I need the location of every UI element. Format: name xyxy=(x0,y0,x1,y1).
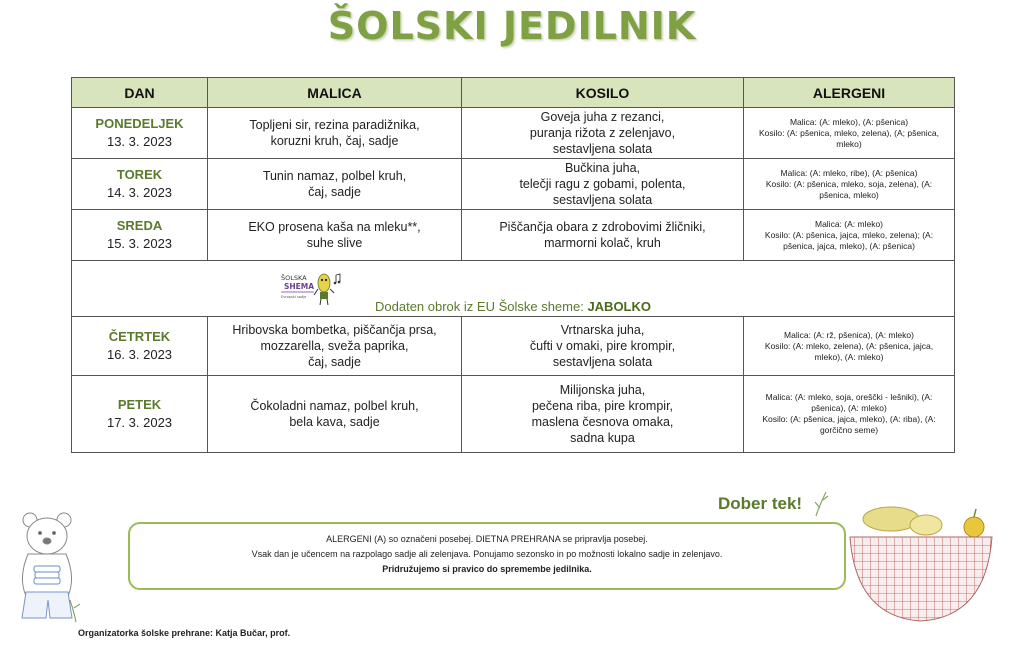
day-cell xyxy=(72,210,208,261)
alergeni-line: Kosilo: (A: pšenica, mleko, zelena), (A; pšenica, xyxy=(759,127,939,138)
header-row xyxy=(72,78,955,108)
notice-box xyxy=(128,522,846,590)
header-malica: MALICA xyxy=(208,78,462,108)
day-name: SREDA xyxy=(116,218,163,233)
kosilo-line: sadna kupa xyxy=(570,431,635,445)
kosilo-line: Bučkina juha, xyxy=(564,161,641,175)
alergeni-cell xyxy=(744,210,955,261)
kosilo-line: maslena česnova omaka, xyxy=(531,415,674,429)
alergeni-line: Kosilo: (A: pšenica, jajca, mleko, zelena); (A: xyxy=(764,229,934,240)
malica-cell xyxy=(208,159,462,210)
malica-line: EKO prosena kaša na mleku**, xyxy=(248,220,421,234)
scheme-label: Dodaten obrok iz EU Šolske sheme: xyxy=(375,299,588,314)
table-row xyxy=(72,159,955,210)
table-row xyxy=(72,108,955,159)
day-cell xyxy=(72,159,208,210)
malica-cell xyxy=(208,108,462,159)
kosilo-line: puranja rižota z zelenjavo, xyxy=(529,126,676,140)
header-dan: DAN xyxy=(72,78,208,108)
day-date: 17. 3. 2023 xyxy=(106,415,173,430)
kosilo-line: marmorni kolač, kruh xyxy=(544,236,661,250)
kosilo-cell xyxy=(462,317,744,376)
day-name: TOREK xyxy=(116,167,163,182)
alergeni-line: Malica: (A: mleko, ribe), (A: pšenica) xyxy=(780,167,918,178)
alergeni-cell xyxy=(744,376,955,453)
day-cell xyxy=(72,108,208,159)
header-kosilo: KOSILO xyxy=(462,78,744,108)
malica-line: čaj, sadje xyxy=(308,185,361,199)
alergeni-line: Malica: (A: mleko) xyxy=(814,218,883,229)
alergeni-line: mleko) xyxy=(836,138,862,149)
kosilo-line: čufti v omaki, pire krompir, xyxy=(529,339,676,353)
alergeni-line: pšenica, jajca, mleko), (A: pšenica) xyxy=(783,240,915,251)
kosilo-cell xyxy=(462,210,744,261)
logo-text-3: Evropski sadje xyxy=(281,295,307,299)
logo-text-1: ŠOLSKA xyxy=(281,274,307,282)
kosilo-line: sestavljena solata xyxy=(552,142,653,156)
malica-line: bela kava, sadje xyxy=(289,415,380,429)
alergeni-line: pšenica), (A: mleko) xyxy=(811,403,887,413)
kosilo-line: telečji ragu z gobami, polenta, xyxy=(519,177,686,191)
scheme-text xyxy=(72,299,954,314)
kosilo-cell xyxy=(462,108,744,159)
alergeni-line: Malica: (A: rž, pšenica), (A: mleko) xyxy=(784,329,914,340)
malica-cell xyxy=(208,210,462,261)
kosilo-line: pečena riba, pire krompir, xyxy=(531,399,674,413)
day-date: 13. 3. 2023 xyxy=(106,134,173,149)
scheme-cell xyxy=(72,261,955,317)
notice-line: Vsak dan je učencem na razpolago sadje ali zelenjava. Ponujamo sezonsko in po možnosti lokalno sadje in zelenjavo. xyxy=(251,549,723,559)
day-cell xyxy=(72,376,208,453)
alergeni-line: gorčično seme) xyxy=(819,425,879,435)
alergeni-line: mleko), (A: mleko) xyxy=(814,351,884,362)
day-date: 15. 3. 2023 xyxy=(106,236,173,251)
day-date: 14. 3. 2023 xyxy=(106,185,173,200)
logo-text-2: SHEMA xyxy=(284,282,315,291)
fruit-basket-illustration xyxy=(846,497,996,625)
malica-line: mozzarella, sveža paprika, xyxy=(260,339,409,353)
notice-line: ALERGENI (A) so označeni posebej. DIETNA PREHRANA se pripravlja posebej. xyxy=(326,534,648,544)
day-name: ČETRTEK xyxy=(108,329,171,344)
kosilo-line: Vrtnarska juha, xyxy=(560,323,645,337)
alergeni-line: Malica: (A: mleko, soja, oreščki - lešniki), (A: xyxy=(765,392,933,402)
malica-cell xyxy=(208,376,462,453)
table-row xyxy=(72,210,955,261)
scheme-fruit: JABOLKO xyxy=(587,299,651,314)
alergeni-line: Kosilo: (A: mleko, zelena), (A: pšenica, jajca, xyxy=(764,340,934,351)
alergeni-line: Kosilo: (A: pšenica, jajca, mleko), (A: riba), (A: xyxy=(762,414,936,424)
page-title: ŠOLSKI JEDILNIK xyxy=(327,4,697,48)
kosilo-line: Milijonska juha, xyxy=(559,383,646,397)
malica-line: suhe slive xyxy=(306,236,363,250)
kosilo-line: Goveja juha z rezanci, xyxy=(540,110,665,124)
menu-table xyxy=(71,77,955,453)
malica-line: Hribovska bombetka, piščančja prsa, xyxy=(232,323,437,337)
malica-cell xyxy=(208,317,462,376)
day-name: PETEK xyxy=(117,397,162,412)
kosilo-line: Piščančja obara z zdrobovimi žličniki, xyxy=(499,220,706,234)
malica-line: čaj, sadje xyxy=(308,355,361,369)
alergeni-line: Malica: (A: mleko), (A: pšenica) xyxy=(789,116,909,127)
table-row xyxy=(72,317,955,376)
scheme-row xyxy=(72,261,955,317)
sprig-icon xyxy=(812,488,832,518)
alergeni-cell xyxy=(744,317,955,376)
malica-line: Tunin namaz, polbel kruh, xyxy=(262,169,407,183)
malica-line: koruzni kruh, čaj, sadje xyxy=(270,134,399,148)
day-name: PONEDELJEK xyxy=(95,116,184,131)
alergeni-line: Kosilo: (A: pšenica, mleko, soja, zelena), (A: xyxy=(765,178,933,189)
kosilo-cell xyxy=(462,376,744,453)
alergeni-cell xyxy=(744,108,955,159)
table-row xyxy=(72,376,955,453)
malica-line: Čokoladni namaz, polbel kruh, xyxy=(250,399,419,413)
kosilo-line: sestavljena solata xyxy=(552,355,653,369)
header-alergeni: ALERGENI xyxy=(744,78,955,108)
malica-line: Topljeni sir, rezina paradižnika, xyxy=(249,118,420,132)
alergeni-cell xyxy=(744,159,955,210)
alergeni-line: pšenica, mleko) xyxy=(819,189,879,200)
organizer-text: Organizatorka šolske prehrane: Katja Bučar, prof. xyxy=(78,628,291,638)
notice-line-bold: Pridružujemo si pravico do spremembe jedilnika. xyxy=(382,564,592,574)
teddy-bear-illustration xyxy=(8,508,88,626)
day-cell xyxy=(72,317,208,376)
kosilo-line: sestavljena solata xyxy=(552,193,653,207)
dober-tek-text: Dober tek! xyxy=(718,494,803,513)
kosilo-cell xyxy=(462,159,744,210)
day-date: 16. 3. 2023 xyxy=(106,347,173,362)
